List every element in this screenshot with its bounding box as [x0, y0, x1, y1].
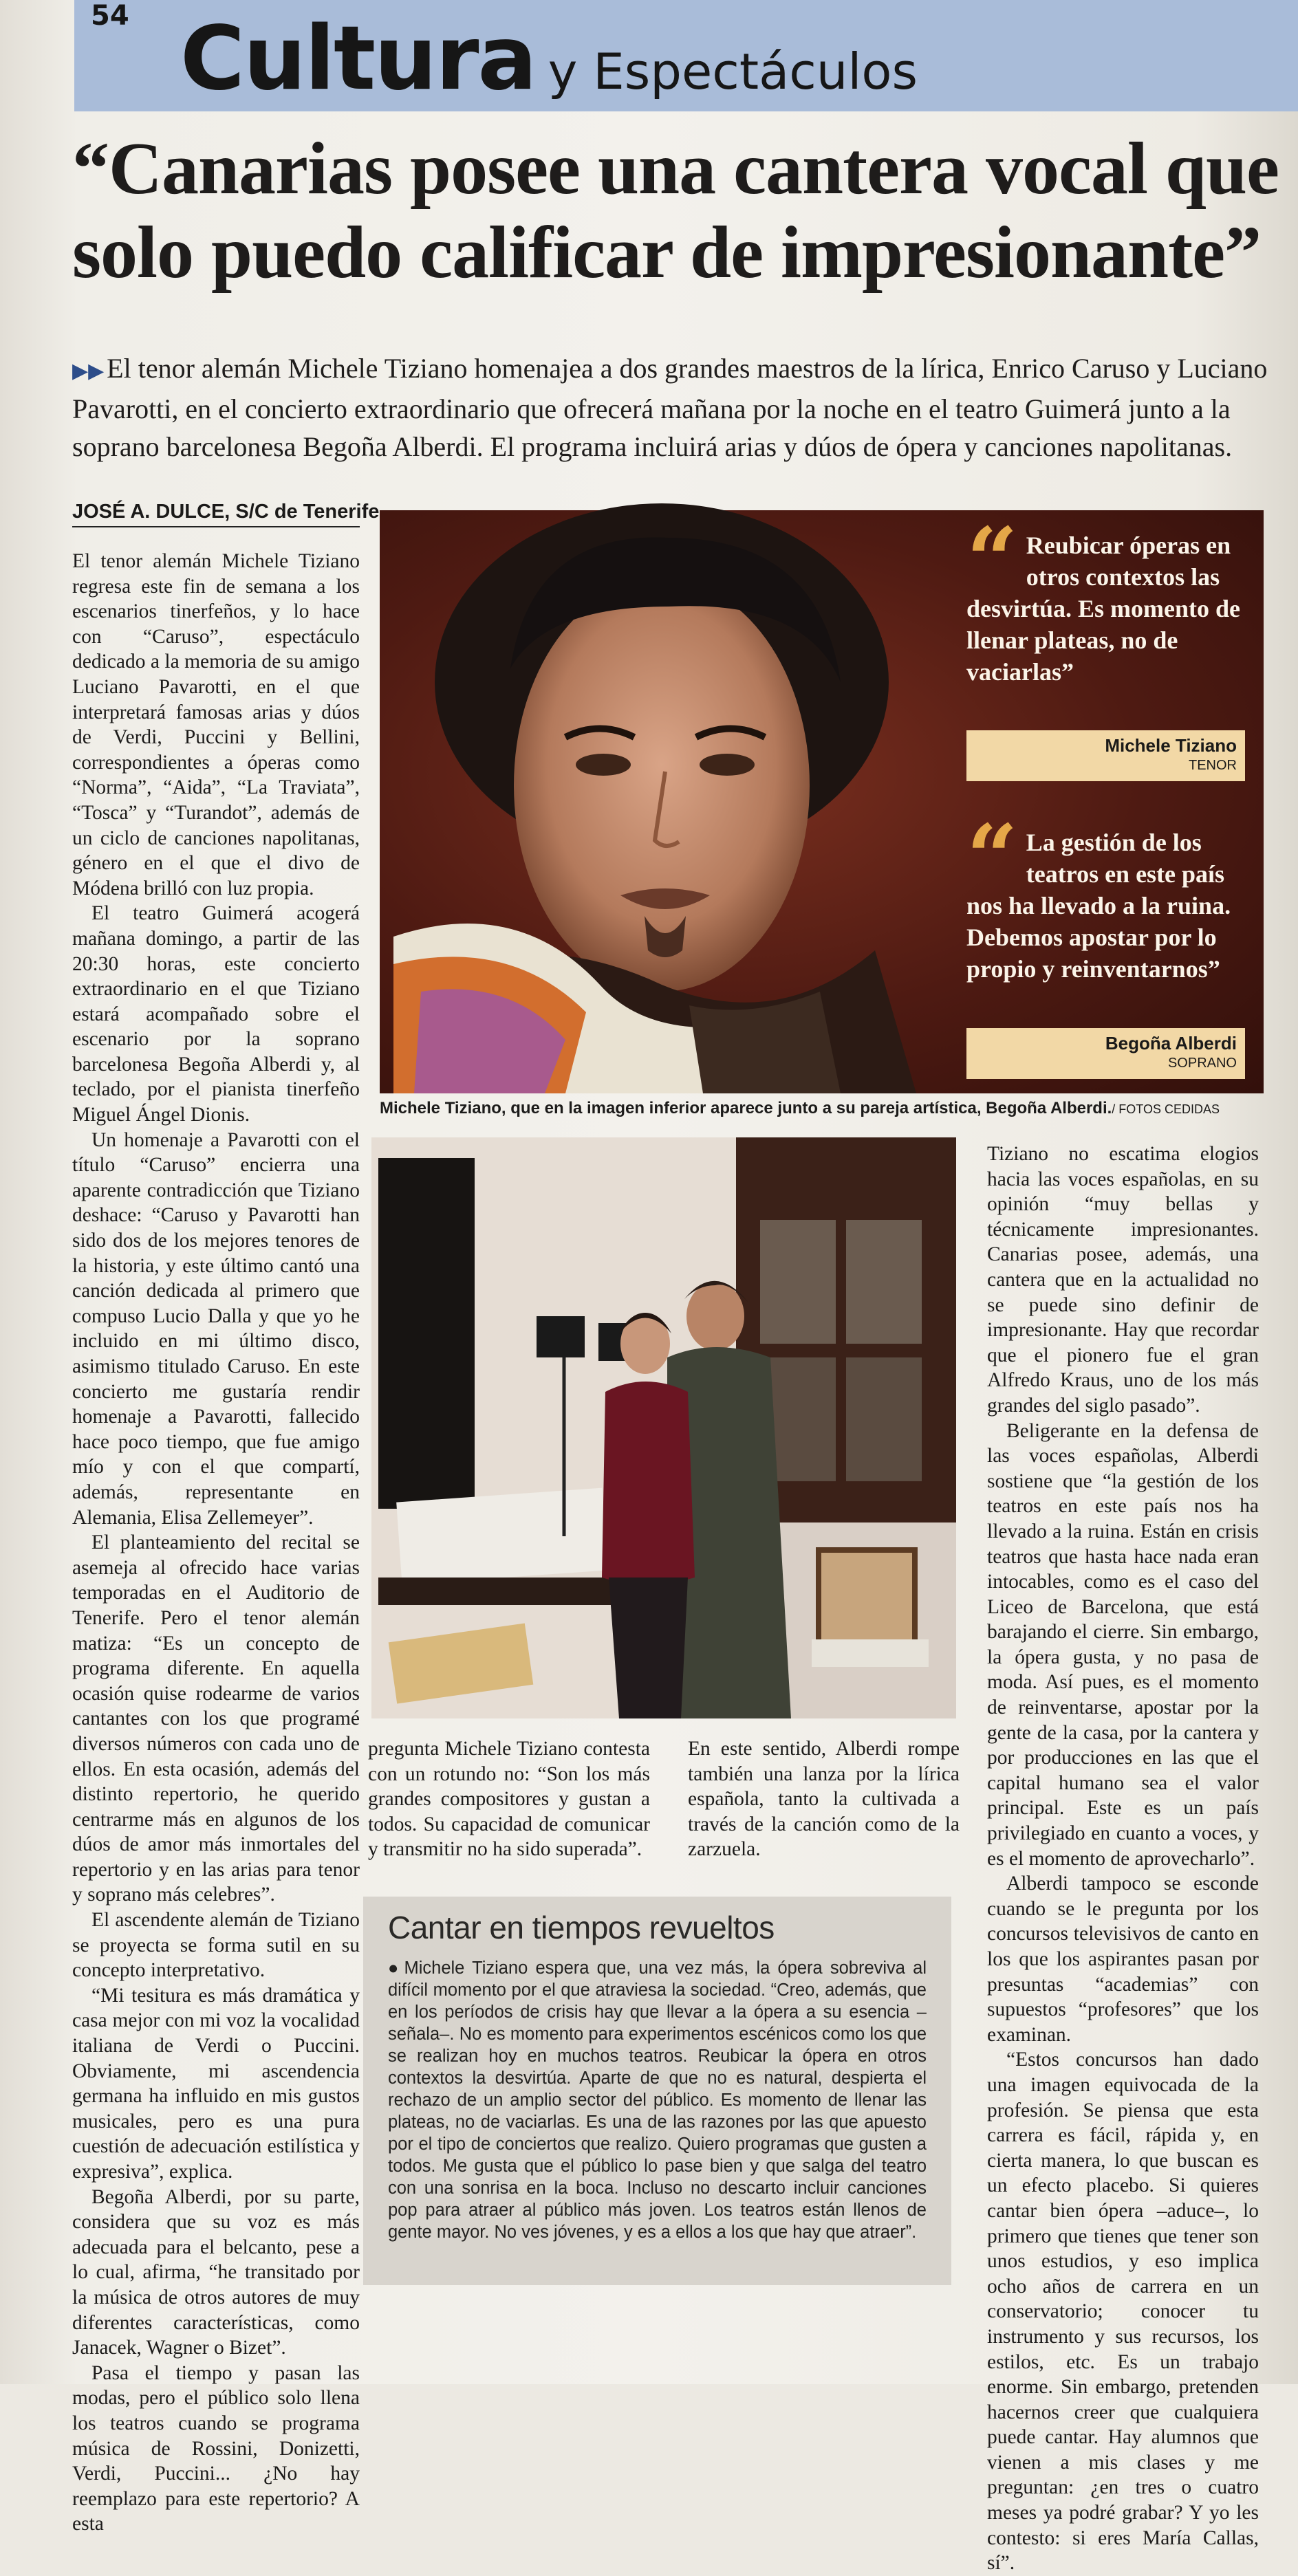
paragraph: “Estos concursos han dado una imagen equivocada de la profesión. Se piensa que esta carrera es fácil, rápida y, en cierta manera, lo que buscan es un efecto placebo. Si quieres cantar bien ópera –aduce–, lo primero que tienes que tener son unos estudios, y eso implica ocho años de carrera en un conservatorio; conocer tu instrumento y sus recursos, los estilos, etc. Es un trabajo enorme. Sin embargo, pretenden hacernos creer que cualquiera puede cantar. Hay alumnos que vienen a mis clases y me preguntan: ¿en tres o cuatro meses ya podré grabar? Y yo les contesto: si eres María Callas, sí”. [987, 2049, 1259, 2575]
pull-quote-attribution [966, 730, 1245, 781]
paragraph: Pasa el tiempo y pasan las modas, pero el público solo llena los teatros cuando se programa música de Rossini, Donizetti, Verdi, Puccini... ¿No hay reemplazo para este repertorio? A esta [72, 2361, 360, 2535]
paragraph: El teatro Guimerá acogerá mañana domingo, a partir de las 20:30 horas, este concierto extraordinario en el que Tiziano estará acompañado sobre el escenario por la soprano barcelonesa Begoña Alberdi y, al teclado, por el pianista tinerfeño Miguel Ángel Dionis. [72, 902, 360, 1126]
attribution-name: Begoña Alberdi [1105, 1033, 1237, 1054]
studio-photo [371, 1137, 956, 1718]
section-main: Cultura [180, 8, 536, 110]
headline: “Canarias posee una cantera vocal que solo puedo calificar de impresionante” [72, 128, 1279, 294]
section-sub: y Espectáculos [548, 43, 918, 100]
photo-caption [380, 1099, 1267, 1118]
pull-quote-1 [966, 507, 1248, 688]
pull-quote-2 [966, 805, 1248, 985]
page-number: 54 [91, 0, 129, 32]
byline-place: S/C de Tenerife [235, 501, 380, 523]
pull-quote-text: La gestión de los teatros en este país nos ha llevado a la ruina. Debemos apostar por lo propio y reinventarnos” [966, 829, 1231, 983]
paragraph: Un homenaje a Pavarotti con el título “Caruso” encierra una aparente contradicción que Tiziano deshace: “Caruso y Pavarotti han sido dos de los mejores tenores de la historia, y este último cantó una canción dedicada al primero que compuso Lucio Dalla y que yo he incluido en mi último disco, asimismo titulado Caruso. En este concierto me gustaría rendir homenaje a Pavarotti, fallecido hace poco tiempo, que fue amigo mío y con el que compartí, además, representante en Alemania, Elisa Zellemeyer”. [72, 1128, 360, 1529]
paragraph: En este sentido, Alberdi rompe también una lanza por la lírica española, tanto la cultivada a través de la canción como de la zarzuela. [688, 1738, 960, 1861]
sidebar-box [363, 1897, 951, 2285]
pull-quote-text: Reubicar óperas en otros contextos las desvirtúa. Es momento de llenar plateas, no de vaciarlas” [966, 532, 1240, 686]
paragraph: El planteamiento del recital se asemeja al ofrecido hace varias temporadas en el Auditorio de Tenerife. Pero el tenor alemán matiza: “Es un concepto de programa diferente. En aquella ocasión quise rodearme de varios cantantes con los que programé diversos números con cada uno de ellos. En esta ocasión, además del distinto repertorio, he querido centrarme más en algunos de los dúos de amor más inmortales del repertorio y en las arias para tenor y soprano más celebres”. [72, 1531, 360, 1906]
attribution-role: TENOR [1189, 758, 1237, 773]
lead-text: El tenor alemán Michele Tiziano homenajea a dos grandes maestros de la lírica, Enrico Caruso y Luciano Pavarotti, en el concierto extraordinario que ofrecerá mañana por la noche en el teatro Guimerá junto a la soprano barcelonesa Begoña Alberdi. El programa incluirá arias y dúos de ópera y canciones napolitanas. [72, 353, 1268, 462]
caption-text: Michele Tiziano, que en la imagen inferior aparece junto a su pareja artística, Begoña Alberdi. [380, 1099, 1112, 1117]
paragraph: Beligerante en la defensa de las voces españolas, Alberdi sostiene que “la gestión de los teatros en este país nos ha llevado a la ruina. Están en crisis teatros que hasta hace nada eran intocables, como es el caso del Liceo de Barcelona, que está barajando el cierre. Sin embargo, la ópera gusta, y no pasa de moda. Así pues, es el momento de reinventarse, apostar por la gente de la casa, por la cantera y por producciones en las que el capital humano sea el valor principal. Este es un país privilegiado en cuanto a voces, y es el momento de aprovecharlo”. [987, 1419, 1259, 1870]
studio-illustration [371, 1137, 956, 1718]
attribution-name: Michele Tiziano [1105, 735, 1237, 756]
section-title [180, 8, 918, 110]
photo-credit: / FOTOS CEDIDAS [1112, 1102, 1220, 1116]
paragraph: “Mi tesitura es más dramática y casa mejor con mi voz la vocalidad italiana de Verdi o Puccini. Obviamente, mi ascendencia germana ha influido en mis gustos musicales, pero es una pura cuestión de adecuación estilística y expresiva”, explica. [72, 1984, 360, 2183]
box-title: Cantar en tiempos revueltos [388, 1910, 775, 1945]
paragraph: Alberdi tampoco se esconde cuando se le pregunta por los concursos televisivos de canto en los que los aspirantes pasan por presuntas “academias” con supuestos “profesores” que los examinan. [987, 1873, 1259, 2046]
quote-mark-icon: “ [966, 507, 1018, 613]
left-column [72, 549, 360, 2535]
attribution-role: SOPRANO [1167, 1056, 1237, 1071]
bullet-icon: ● [388, 1958, 402, 1978]
right-column [987, 1142, 1259, 2575]
byline-author: JOSÉ A. DULCE, [72, 501, 230, 523]
paragraph: El ascendente alemán de Tiziano se proyecta se forma sutil en su concepto interpretativo. [72, 1909, 360, 1982]
paragraph: pregunta Michele Tiziano contesta con un rotundo no: “Son los más grandes compositores y gustan a todos. Su capacidad de comunicar y transmitir no ha sido superada”. [368, 1738, 650, 1861]
paragraph: Begoña Alberdi, por su parte, considera que su voz es más adecuada para el belcanto, pese a lo cual, afirma, “he transitado por la música de otros autores de muy diferentes características, como Janacek, Wagner o Bizet”. [72, 2185, 360, 2359]
paragraph: El tenor alemán Michele Tiziano regresa este fin de semana a los escenarios tinerfeños, y lo hace con “Caruso”, espectáculo dedicado a la memoria de su amigo Luciano Pavarotti, en el que interpretará famosas arias y dúos de Verdi, Puccini y Bellini, correspondientes a óperas como “Norma”, “Aida”, “La Traviata”, “Tosca” y “Turandot”, además de un ciclo de canciones napolitanas, género en el que el divo de Módena brilló con luz propia. [72, 550, 360, 899]
box-text [388, 1957, 927, 2243]
lead-paragraph [72, 349, 1283, 466]
middle-column-2 [688, 1736, 960, 1874]
byline [72, 501, 380, 527]
box-body: Michele Tiziano espera que, una vez más, la ópera sobreviva al difícil momento por el que atraviesa la sociedad. “Creo, además, que en los períodos de crisis hay que llevar a la ópera a su esencia –señala–. No es momento para experimentos escénicos como los que se realizan hoy en muchos teatros. Reubicar la ópera en otros contextos la desvirtúa. Aparte de que no es natural, despierta el rechazo de un amplio sector del público. Es momento de llenar las plateas, no de vaciarlas. Es una de las razones por las que apuesto por el tipo de conciertos que realizo. Quiero programas que gusten a todos. Me gusta que el público lo pase bien y que salga del teatro con una sonrisa en la boca. Incluso no descarto incluir canciones pop para atraer al público más joven. Los teatros están llenos de gente mayor. No ves jóvenes, y es a ellos a los que hay que atraer”. [388, 1958, 927, 2242]
middle-column-1 [368, 1736, 650, 1874]
pull-quote-attribution [966, 1028, 1245, 1079]
paragraph: Tiziano no escatima elogios hacia las voces españolas, en su opinión “muy bellas y técnicamente impresionantes. Canarias posee, además, una cantera que en la actualidad no se puede sino definir de impresionante. Hay que recordar que el pionero fue el gran Alfredo Kraus, uno de los más grandes del siglo pasado”. [987, 1143, 1259, 1417]
double-arrow-icon: ▶▶ [72, 359, 105, 383]
quote-mark-icon: “ [966, 805, 1018, 910]
portrait-illustration [393, 510, 958, 1093]
